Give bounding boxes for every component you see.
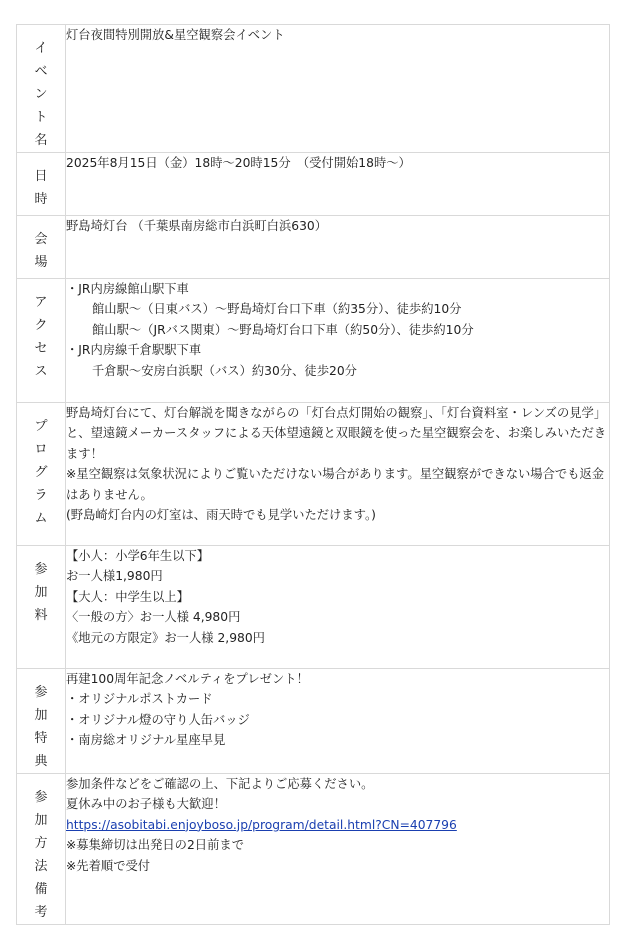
header-char: ム	[34, 511, 48, 526]
header-char: 日	[34, 169, 48, 184]
header-char: 加	[34, 585, 48, 600]
header-char: 特	[34, 731, 48, 746]
row-venue	[17, 216, 610, 279]
event-title: 灯台夜間特別開放&星空観察会イベント	[66, 28, 285, 42]
header-char: 参	[34, 790, 48, 805]
row-body-datetime	[66, 153, 610, 216]
access-line: 千倉駅〜安房白浜駅（バス）約30分、徒歩20分	[92, 363, 357, 378]
program-paragraph: 野島埼灯台にて、灯台解説を聞きながらの「灯台点灯開始の観察」、「灯台資料室・レンズの見学」と、望遠鏡メーカースタッフによる天体望遠鏡と双眼鏡を使った星空観察会を、お楽しみいただきます！	[66, 406, 607, 461]
fee-line: 《地元の方限定》お一人様 2,980円	[66, 630, 265, 645]
row-header-program	[17, 403, 66, 546]
application-line: 夏休み中のお子様も大歓迎！	[66, 797, 226, 812]
application-link[interactable]: https://asobitabi.enjoyboso.jp/program/detail.html?CN=407796	[66, 817, 457, 832]
event-datetime: 2025年8月15日（金）18時〜20時15分 （受付開始18時〜）	[66, 156, 411, 170]
row-program	[17, 403, 610, 546]
row-benefits	[17, 669, 610, 774]
header-char: 料	[34, 608, 48, 623]
row-header-application	[17, 774, 66, 925]
header-char: ク	[34, 318, 48, 333]
access-line: ・JR内房線千倉駅駅下車	[66, 343, 202, 358]
benefit-line: ・オリジナルポストカード	[66, 692, 213, 707]
row-body-fee	[66, 546, 610, 669]
header-char: ト	[34, 110, 48, 125]
row-datetime	[17, 153, 610, 216]
header-char: 備	[34, 882, 48, 897]
header-char: 時	[34, 192, 48, 207]
header-char: 考	[34, 905, 48, 920]
application-line: 参加条件などをご確認の上、下記よりご応募ください。	[66, 777, 374, 791]
row-body-event-name	[66, 25, 610, 153]
row-header-benefits	[17, 669, 66, 774]
row-event-name	[17, 25, 610, 153]
header-char: グ	[34, 465, 48, 480]
benefit-line: 再建100周年記念ノベルティをプレゼント！	[66, 672, 309, 686]
header-char: ロ	[34, 442, 48, 457]
access-line: ・JR内房線館山駅下車	[66, 282, 189, 296]
header-char: 典	[34, 754, 48, 769]
header-char: 参	[34, 562, 48, 577]
benefit-line: ・オリジナル燈の守り人缶バッジ	[66, 712, 250, 727]
header-char: ン	[34, 87, 48, 102]
application-line: ※募集締切は出発日の2日前まで	[66, 838, 244, 853]
fee-line: お一人様1,980円	[66, 569, 163, 584]
header-char: 会	[34, 232, 48, 247]
row-body-program	[66, 403, 610, 546]
access-line: 館山駅〜（JRバス関東）〜野島埼灯台口下車（約50分）、徒歩約10分	[92, 322, 474, 337]
header-char: 加	[34, 813, 48, 828]
row-body-venue	[66, 216, 610, 279]
header-char: 加	[34, 708, 48, 723]
row-header-datetime	[17, 153, 66, 216]
event-info-document	[16, 24, 610, 925]
row-application	[17, 774, 610, 925]
event-venue: 野島埼灯台 （千葉県南房総市白浜町白浜630）	[66, 219, 328, 233]
header-char: プ	[34, 419, 48, 434]
row-body-access	[66, 279, 610, 403]
row-header-event-name	[17, 25, 66, 153]
row-header-venue	[17, 216, 66, 279]
header-char: 法	[34, 859, 48, 874]
fee-line: 【大人：中学生以上】	[66, 589, 189, 604]
row-body-benefits	[66, 669, 610, 774]
header-char: 参	[34, 685, 48, 700]
header-char: ス	[34, 364, 48, 379]
header-char: ア	[34, 295, 48, 310]
row-header-fee	[17, 546, 66, 669]
row-header-access	[17, 279, 66, 403]
header-char: イ	[34, 41, 48, 56]
program-note: (野島崎灯台内の灯室は、雨天時でも見学いただけます。)	[66, 508, 376, 523]
header-char: 名	[34, 133, 48, 148]
application-line: ※先着順で受付	[66, 858, 151, 873]
program-note: ※星空観察は気象状況によりご覧いただけない場合があります。星空観察ができない場合でも返金はありません。	[66, 467, 605, 502]
fee-line: 〈一般の方〉お一人様 4,980円	[66, 610, 241, 625]
benefit-line: ・南房総オリジナル星座早見	[66, 733, 226, 748]
header-char: セ	[34, 341, 48, 356]
row-access	[17, 279, 610, 403]
header-char: ベ	[34, 64, 48, 79]
row-fee	[17, 546, 610, 669]
row-body-application	[66, 774, 610, 925]
access-line: 館山駅〜（日東バス）〜野島埼灯台口下車（約35分）、徒歩約10分	[92, 302, 462, 317]
event-info-table	[16, 24, 610, 925]
header-char: 場	[34, 255, 48, 270]
header-char: 方	[34, 836, 48, 851]
header-char: ラ	[34, 488, 48, 503]
fee-line: 【小人：小学6年生以下】	[66, 549, 210, 563]
